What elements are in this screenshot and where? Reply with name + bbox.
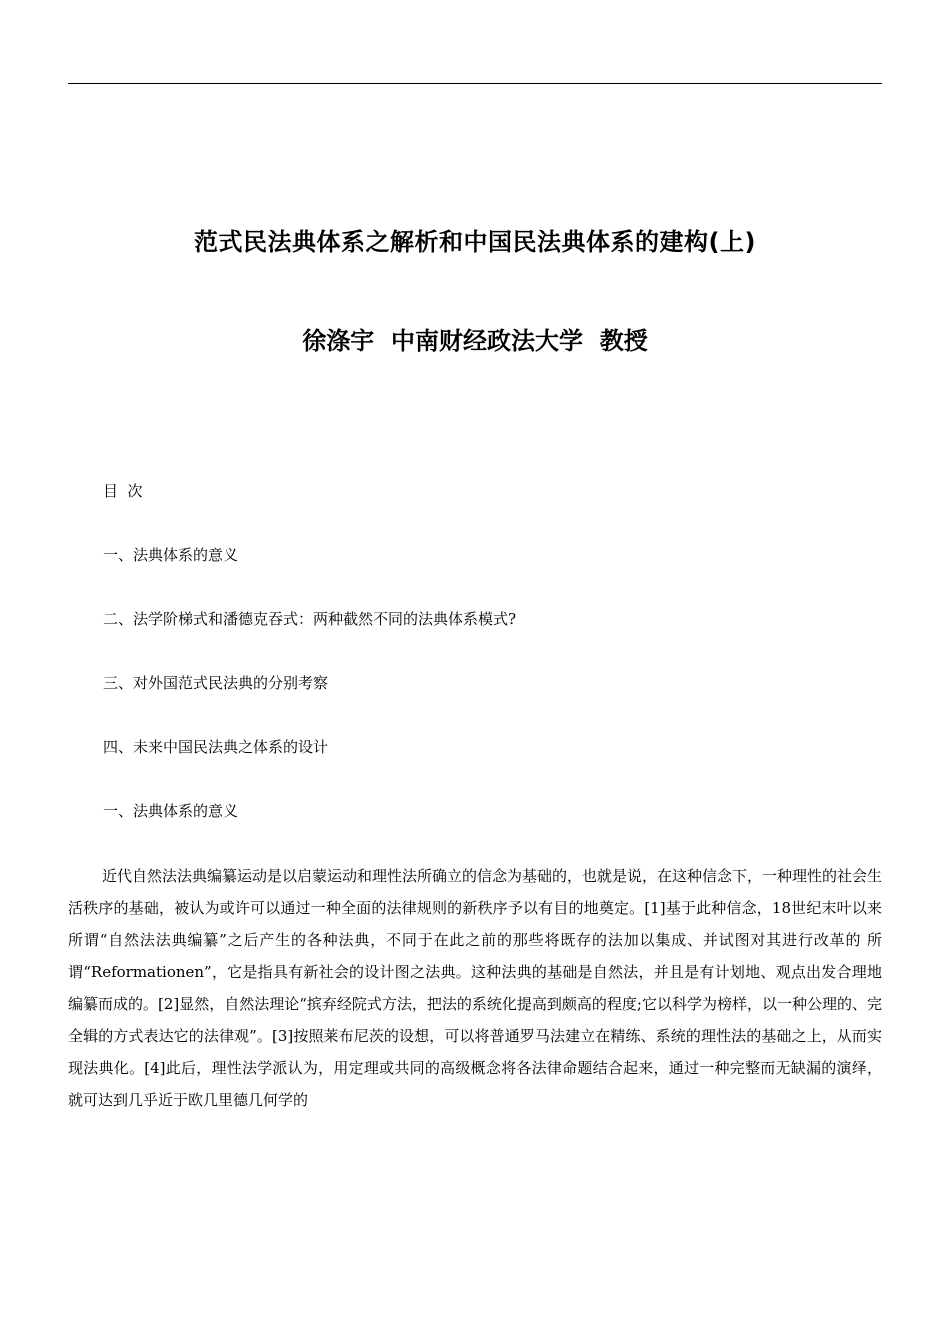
body-paragraph: 近代自然法法典编纂运动是以启蒙运动和理性法所确立的信念为基础的，也就是说，在这种信念下，一种理性的社会生活秩序的基础，被认为或许可以通过一种全面的法律规则的新秩序予以有目的地奠定。[1]基于此种信念，18世纪末叶以来所谓“自然法法典编纂”之后产生的各种法典，不同于在此之前的那些将既存的法加以集成、并试图对其进行改革的 所谓“Reformationen”，它是指具有新社会的设计图之法典。这种法典的基础是自然法，并且是有计划地、观点出发合理地编纂而成的。[2]显然，自然法理论“摈弃经院式方法，把法的系统化提高到颇高的程度;它以科学为榜样，以一种公理的、完全辑的方式表达它的法律观”。[3]按照莱布尼茨的设想，可以将普通罗马法建立在精练、系统的理性法的基础之上，从而实现法典化。[4]此后，理性法学派认为，用定理或共同的高级概念将各法律命题结合起来，通过一种完整而无缺漏的演绎，就可达到几乎近于欧几里德几何学的 bbox=[68, 867, 883, 1109]
header-rule bbox=[68, 83, 882, 84]
toc-item-2: 二、法学阶梯式和潘德克吞式：两种截然不同的法典体系模式? bbox=[103, 610, 517, 628]
toc-item-4: 四、未来中国民法典之体系的设计 bbox=[103, 738, 329, 756]
document-title: 范式民法典体系之解析和中国民法典体系的建构(上) bbox=[194, 228, 756, 256]
toc-item-1: 一、法典体系的意义 bbox=[103, 546, 239, 564]
section-heading: 一、法典体系的意义 bbox=[103, 802, 239, 820]
toc-heading: 目 次 bbox=[103, 482, 143, 500]
toc-item-3: 三、对外国范式民法典的分别考察 bbox=[103, 674, 329, 692]
author-line: 徐涤宇 中南财经政法大学 教授 bbox=[302, 327, 648, 355]
